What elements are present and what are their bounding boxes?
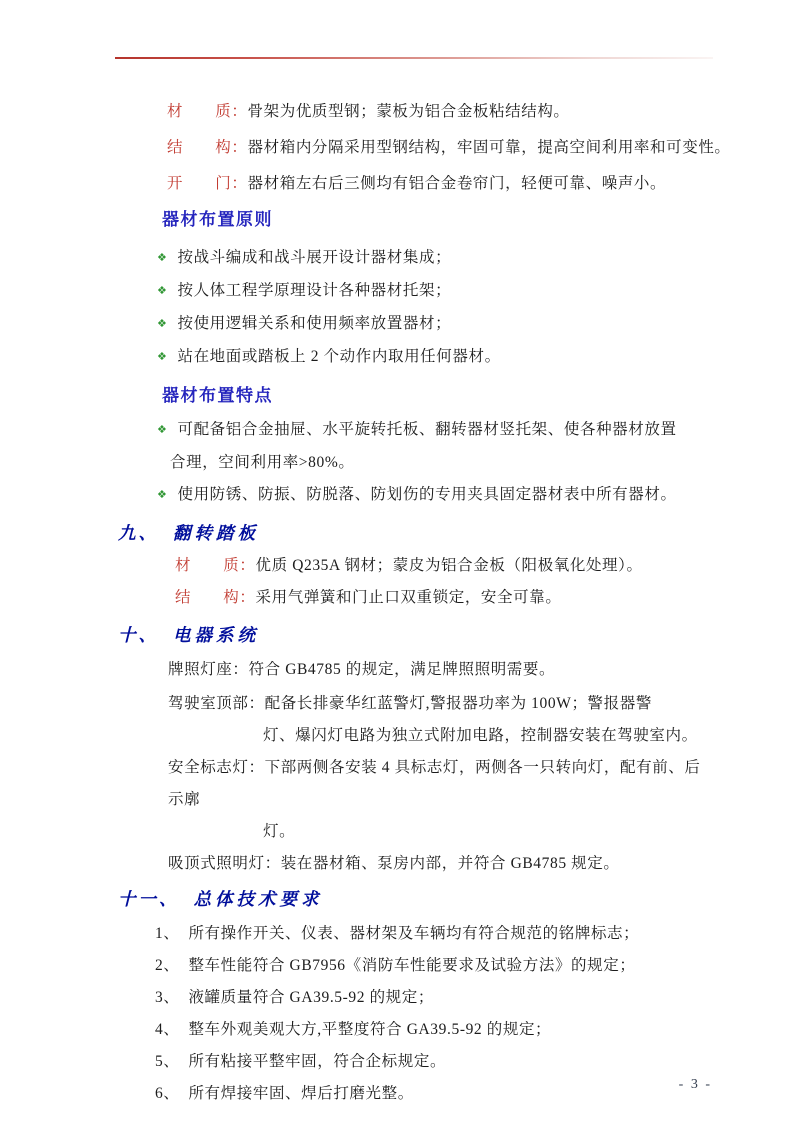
section-heading-10 (118, 622, 715, 648)
spec-label: 开 门： (167, 175, 248, 192)
spec-label: 材 质： (175, 557, 256, 574)
numbered-item (155, 982, 715, 1014)
item-number: 4、 (155, 1021, 180, 1038)
paragraph-text-wrap: 灯。 (263, 823, 296, 840)
list-item (157, 308, 715, 341)
spec-row-door (167, 166, 715, 202)
paragraph-text: 符合 GB4785 的规定，满足牌照照明需要。 (248, 661, 556, 678)
heading-layout-features: 器材布置特点 (162, 386, 273, 405)
spec-row-structure (167, 130, 731, 166)
heading-layout-principles: 器材布置原则 (162, 210, 273, 229)
bullet-text: 可配备铝合金抽屉、水平旋转托板、翻转器材竖托架、使各种器材放置 (177, 421, 677, 438)
numbered-item (155, 1014, 715, 1046)
section-heading-9 (118, 520, 715, 546)
spec-text: 器材箱内分隔采用型钢结构，牢固可靠，提高空间利用率和可变性。 (247, 139, 731, 156)
paragraph-ceiling-lamp (168, 848, 715, 880)
list-item (157, 275, 715, 308)
spec-label: 材 质： (167, 103, 248, 120)
section10-paragraphs (115, 654, 715, 880)
spec-label: 结 构： (167, 139, 248, 156)
paragraph-text: 配备长排豪华红蓝警灯,警报器功率为 100W；警报器警 (264, 695, 652, 712)
item-number: 3、 (155, 989, 180, 1006)
spec-label: 结 构： (175, 589, 256, 606)
section-number: 十、 (118, 625, 159, 645)
item-text: 液罐质量符合 GA39.5-92 的规定； (188, 989, 434, 1006)
numbered-item (155, 918, 715, 950)
requirements-list (115, 918, 715, 1110)
spec-text: 优质 Q235A 钢材；蒙皮为铝合金板（阳极氧化处理）。 (255, 557, 643, 574)
paragraph-safety-lamps (168, 752, 715, 848)
bullet-text: 按使用逻辑关系和使用频率放置器材； (177, 315, 452, 332)
numbered-item (155, 950, 715, 982)
item-text: 所有操作开关、仪表、器材架及车辆均有符合规范的铭牌标志； (188, 925, 640, 942)
paragraph-license-lamp (168, 654, 715, 686)
paragraph-head: 安全标志灯： (168, 759, 265, 776)
section-number: 九、 (118, 523, 159, 543)
spec-text: 骨架为优质型钢；蒙板为铝合金板粘结结构。 (247, 103, 570, 120)
section-title: 电器系统 (173, 625, 259, 645)
numbered-item (155, 1046, 715, 1078)
paragraph-head: 吸顶式照明灯： (168, 855, 281, 872)
spec-row-material (167, 94, 715, 130)
diamond-bullet-icon: ❖ (157, 423, 168, 436)
item-number: 1、 (155, 925, 180, 942)
bullet-text: 站在地面或踏板上 2 个动作内取用任何器材。 (177, 348, 501, 365)
numbered-item (155, 1078, 715, 1110)
list-item (157, 414, 715, 479)
paragraph-text: 装在器材箱、泵房内部，并符合 GB4785 规定。 (280, 855, 620, 872)
section-title: 总体技术要求 (193, 889, 323, 909)
item-number: 2、 (155, 957, 180, 974)
item-number: 5、 (155, 1053, 180, 1070)
paragraph-cab-roof (168, 688, 715, 752)
diamond-bullet-icon: ❖ (157, 488, 168, 501)
principles-list (115, 242, 715, 374)
bullet-text-wrap: 合理，空间利用率>80%。 (170, 454, 355, 471)
item-text: 所有粘接平整牢固，符合企标规定。 (188, 1053, 447, 1070)
bullet-text: 按战斗编成和战斗展开设计器材集成； (177, 249, 452, 266)
page-number: - 3 - (678, 1077, 712, 1092)
spec-row-material (175, 550, 715, 582)
section9-specs (115, 550, 715, 614)
list-item (157, 341, 715, 374)
section-title: 翻转踏板 (173, 523, 259, 543)
paragraph-text-wrap: 灯、爆闪灯电路为独立式附加电路，控制器安装在驾驶室内。 (263, 727, 698, 744)
diamond-bullet-icon: ❖ (157, 251, 168, 264)
list-item (157, 242, 715, 275)
section-heading-11 (118, 886, 715, 912)
spec-row-structure (175, 582, 715, 614)
bullet-text: 使用防锈、防振、防脱落、防划伤的专用夹具固定器材表中所有器材。 (177, 486, 677, 503)
item-text: 所有焊接牢固、焊后打磨光整。 (188, 1085, 414, 1102)
paragraph-text: 下部两侧各安装 4 具标志灯，两侧各一只转向灯，配有前、后示廓 (168, 759, 701, 808)
item-text: 整车外观美观大方,平整度符合 GA39.5-92 的规定； (188, 1021, 552, 1038)
diamond-bullet-icon: ❖ (157, 350, 168, 363)
paragraph-head: 牌照灯座： (168, 661, 249, 678)
list-item (157, 479, 715, 512)
spec-text: 采用气弹簧和门止口双重锁定，安全可靠。 (255, 589, 562, 606)
item-text: 整车性能符合 GB7956《消防车性能要求及试验方法》的规定； (188, 957, 636, 974)
item-number: 6、 (155, 1085, 180, 1102)
section-number: 十一、 (118, 889, 180, 909)
diamond-bullet-icon: ❖ (157, 317, 168, 330)
features-list (115, 414, 715, 512)
bullet-text: 按人体工程学原理设计各种器材托架； (177, 282, 452, 299)
paragraph-head: 驾驶室顶部： (168, 695, 265, 712)
diamond-bullet-icon: ❖ (157, 284, 168, 297)
spec-text: 器材箱左右后三侧均有铝合金卷帘门，轻便可靠、噪声小。 (247, 175, 667, 192)
